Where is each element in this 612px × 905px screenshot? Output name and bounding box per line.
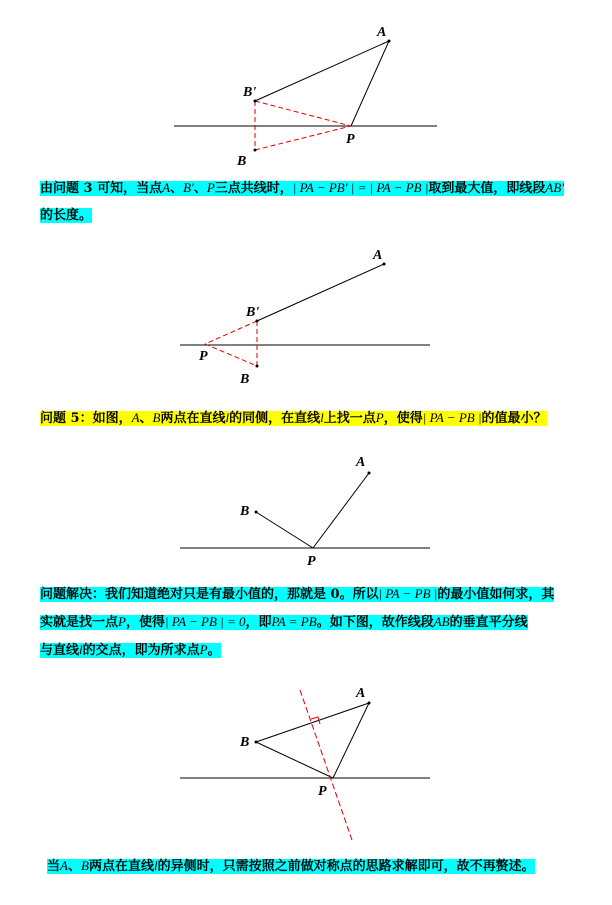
math-expression: | PA − PB |: [378, 586, 438, 601]
label-Bp: B': [246, 305, 260, 320]
label-P: P: [318, 784, 327, 799]
figure-1: [0, 0, 612, 180]
text: 的垂直平分线: [449, 615, 528, 630]
paragraph-3: [40, 584, 554, 660]
text: 。如下图，故作线段: [316, 615, 434, 630]
label-A: A: [356, 686, 366, 701]
math-B: B: [80, 858, 89, 873]
text: 。: [207, 643, 221, 658]
label-P: P: [307, 554, 316, 569]
math-A: A: [60, 858, 68, 873]
text: 的异侧时，只需按照之前做对称点的思路求解即可，故不再赘述。: [157, 859, 535, 874]
label-A: A: [377, 25, 387, 40]
text: 的同侧，在直线: [229, 411, 321, 426]
text: 问题 5：如图，: [40, 411, 132, 426]
math-A: A: [162, 180, 171, 195]
label-B: B: [240, 372, 250, 387]
point-A: [368, 472, 371, 475]
text: 取到最大值，即线段: [428, 181, 546, 196]
paragraph-1: [40, 178, 564, 226]
math-l: l: [153, 858, 158, 873]
text: 、: [193, 181, 207, 196]
perpendicular-bisector: [300, 690, 352, 840]
math-P: P: [206, 180, 215, 195]
point-B: [255, 741, 258, 744]
label-P: P: [346, 132, 355, 147]
text: ，即: [245, 615, 272, 630]
math-A: A: [131, 410, 140, 425]
math-expression: | PA − PB' | = | PA − PB |: [292, 180, 429, 195]
segment-AP: [333, 703, 369, 778]
segment-AB: [256, 703, 369, 742]
segment-BP: [256, 512, 313, 548]
paragraph-2: [40, 408, 547, 428]
point-A: [388, 40, 391, 43]
math-P: P: [375, 410, 384, 425]
point-B: [255, 511, 258, 514]
text: ，使得: [383, 411, 423, 426]
text: 上找一点: [323, 411, 376, 426]
math-AB: AB: [433, 614, 450, 629]
point-A: [368, 702, 371, 705]
text: 的交点，即为所求点: [82, 643, 200, 658]
paragraph-4: [47, 856, 535, 876]
math-P: P: [199, 642, 208, 657]
segment-AP: [313, 473, 369, 548]
text: 、: [170, 181, 184, 196]
label-B: B: [237, 154, 247, 169]
text: 问题解决：我们知道绝对只是有最小值的，那就是 0。所以: [40, 587, 379, 602]
segment-BP: [256, 742, 333, 778]
math-l: l: [225, 410, 230, 425]
text: 、: [139, 411, 153, 426]
label-P: P: [199, 349, 208, 364]
text: 与直线: [40, 643, 80, 658]
dash-PB: [205, 344, 257, 366]
text: 实就是找一点: [40, 615, 119, 630]
text: 、: [67, 859, 81, 874]
math-expression: | PA − PB |: [422, 410, 482, 425]
text: 的值最小？: [481, 411, 547, 426]
point-A: [383, 263, 386, 266]
math-P: P: [118, 614, 126, 629]
segment-ABp: [255, 41, 389, 101]
text: 三点共线时，: [214, 181, 293, 196]
dash-PBp: [205, 321, 257, 344]
text: 的长度。: [40, 208, 93, 223]
label-A: A: [356, 455, 366, 470]
label-B: B: [240, 735, 250, 750]
text: 两点在直线: [160, 411, 226, 426]
text: 当: [47, 859, 61, 874]
figure-3: [0, 445, 612, 575]
math-B: B: [152, 410, 161, 425]
math-Bp: B': [183, 180, 194, 195]
figure-2: [0, 238, 612, 388]
point-B: [254, 149, 257, 152]
math-l: l: [79, 642, 83, 657]
math-equation: PA = PB: [271, 614, 317, 629]
segment-ABp: [257, 264, 384, 321]
dash-BP: [255, 126, 351, 150]
point-B: [256, 365, 259, 368]
dash-BpP: [255, 101, 351, 126]
text: ，使得: [125, 615, 165, 630]
label-Bp: B': [243, 85, 257, 100]
label-A: A: [373, 248, 383, 263]
segment-AP: [351, 41, 389, 126]
figure-4: [0, 675, 612, 850]
text: 两点在直线: [88, 859, 154, 874]
label-B: B: [240, 504, 250, 519]
math-ABp: AB': [545, 180, 565, 195]
text: 的最小值如何求，其: [437, 587, 555, 602]
text: 由问题 3 可知，当点: [40, 181, 163, 196]
math-expression: | PA − PB | = 0: [164, 614, 246, 629]
math-l: l: [320, 410, 324, 425]
